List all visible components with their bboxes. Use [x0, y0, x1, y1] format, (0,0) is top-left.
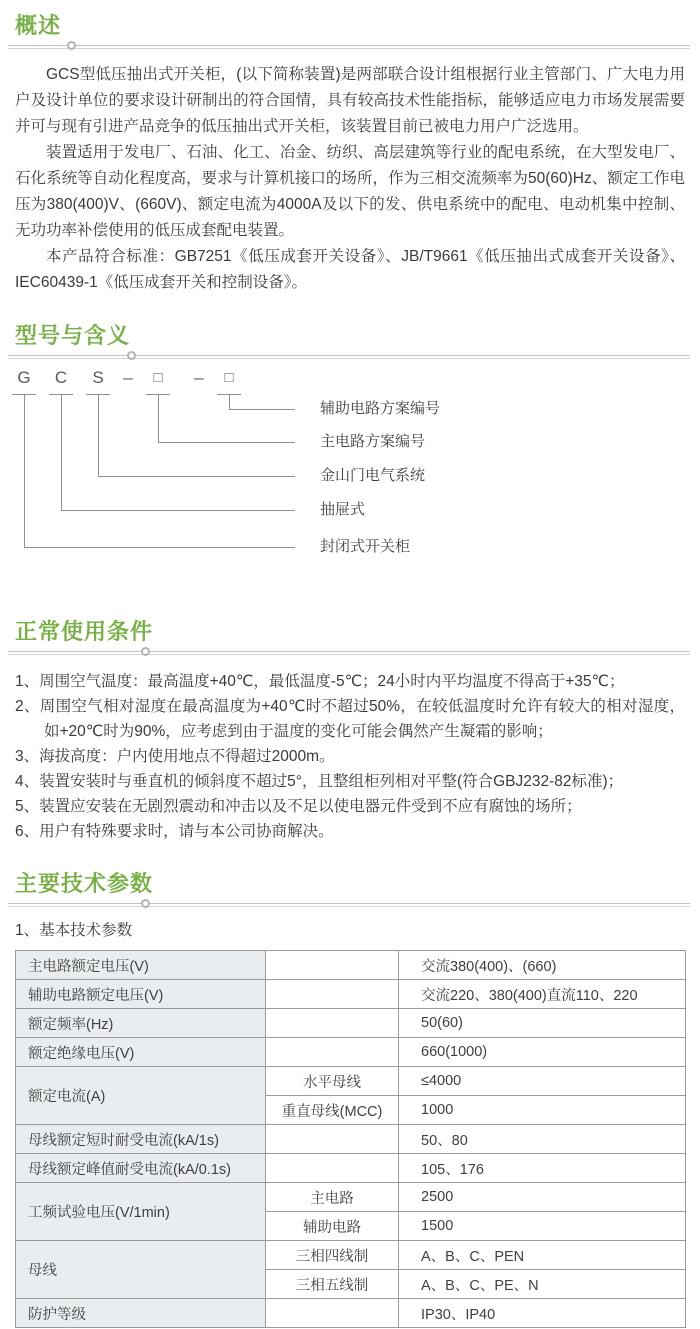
- param-sub-cell: 重直母线(MCC): [266, 1096, 399, 1125]
- param-name-cell: 防护等级: [16, 1299, 266, 1328]
- model-meaning-label: 主电路方案编号: [320, 433, 426, 450]
- condition-item: 3、海拔高度：户内使用地点不得超过2000m。: [15, 748, 335, 765]
- param-value-cell: A、B、C、PEN: [399, 1241, 686, 1270]
- param-sub-cell: [266, 1125, 399, 1154]
- param-sub-cell: [266, 980, 399, 1009]
- leader-line: [61, 394, 62, 510]
- model-code-char: C: [54, 368, 68, 387]
- condition-item: 5、装置应安装在无剧烈震动和冲击以及不足以使电器元件受到不应有腐蚀的场所；: [15, 798, 582, 815]
- overview-paragraph: GCS型低压抽出式开关柜，(以下简称装置)是两部联合设计组根据行业主管部门、广大电力用户及设计单位的要求设计研制出的符合国情，具有较高技术性能指标，能够适应电力市场发展需要并可与现有引进产品竞争的低压抽出式开关柜，该装置目前已被电力用户广泛选用。: [15, 66, 685, 135]
- param-name-cell: 辅助电路额定电压(V): [16, 980, 266, 1009]
- section-title-model: 型号与含义: [15, 323, 131, 348]
- param-name-cell: 主电路额定电压(V): [16, 951, 266, 980]
- table-row: [16, 1154, 686, 1183]
- parameters-subtitle: 1、基本技术参数: [15, 922, 133, 939]
- model-meaning-label: 辅助电路方案编号: [320, 400, 441, 417]
- param-name-cell: 额定电流(A): [16, 1067, 266, 1125]
- param-sub-cell: [266, 951, 399, 980]
- model-code-dash: –: [123, 368, 133, 387]
- table-row: [16, 1125, 686, 1154]
- section-title-parameters: 主要技术参数: [15, 871, 154, 896]
- section-overview: [15, 12, 685, 296]
- param-name-cell: 额定绝缘电压(V): [16, 1038, 266, 1067]
- section-model-meaning: [15, 322, 685, 564]
- table-row: [16, 1067, 686, 1096]
- param-value-cell: 交流380(400)、(660): [399, 951, 686, 980]
- divider-ring-icon: [141, 899, 150, 908]
- leader-line: [158, 442, 295, 443]
- condition-item: 2、周围空气相对湿度在最高温度为+40℃时不超过50%，在较低温度时允许有较大的相对湿度，如+20℃时为90%，应考虑到由于温度的变化可能会偶然产生凝霜的影响；: [15, 698, 685, 740]
- section-title-conditions: 正常使用条件: [15, 619, 154, 644]
- conditions-list: [15, 669, 685, 844]
- section-divider: [8, 45, 690, 49]
- param-sub-cell: [266, 1299, 399, 1328]
- section-divider: [8, 355, 690, 359]
- param-value-cell: IP30、IP40: [399, 1299, 686, 1328]
- section-divider: [8, 651, 690, 655]
- param-value-cell: 1500: [399, 1212, 686, 1241]
- param-sub-cell: 三相四线制: [266, 1241, 399, 1270]
- model-code-char: G: [17, 368, 31, 387]
- overview-paragraph: 装置适用于发电厂、石油、化工、冶金、纺织、高层建筑等行业的配电系统，在大型发电厂、石化系统等自动化程度高，要求与计算机接口的场所，作为三相交流频率为50(60)Hz、额定工作电压为380(400)V、(660V)、额定电流为4000A及以下的发、供电系统中的配电、电动机集中控制、无功功率补偿使用的低压成套配电装置。: [15, 144, 685, 239]
- leader-line: [24, 547, 295, 548]
- model-code-dash: –: [194, 368, 204, 387]
- table-row: [16, 1038, 686, 1067]
- param-value-cell: 50、80: [399, 1125, 686, 1154]
- param-sub-cell: 水平母线: [266, 1067, 399, 1096]
- leader-line: [61, 510, 295, 511]
- param-sub-cell: [266, 1009, 399, 1038]
- param-value-cell: 1000: [399, 1096, 686, 1125]
- tech-table-body: [16, 951, 686, 1328]
- param-name-cell: 工频试验电压(V/1min): [16, 1183, 266, 1241]
- table-row: [16, 951, 686, 980]
- section-conditions: [15, 618, 685, 844]
- leader-line: [98, 476, 295, 477]
- table-row: [16, 1241, 686, 1270]
- leader-line: [24, 394, 25, 547]
- model-code-diagram: [15, 368, 685, 564]
- model-meaning-label: 抽屉式: [320, 501, 366, 518]
- param-sub-cell: [266, 1038, 399, 1067]
- param-value-cell: 50(60): [399, 1009, 686, 1038]
- param-sub-cell: 主电路: [266, 1183, 399, 1212]
- param-value-cell: 2500: [399, 1183, 686, 1212]
- param-sub-cell: 三相五线制: [266, 1270, 399, 1299]
- model-meaning-label: 金山门电气系统: [320, 467, 426, 484]
- section-parameters: [15, 870, 685, 1328]
- leader-line: [229, 394, 230, 409]
- param-name-cell: 额定频率(Hz): [16, 1009, 266, 1038]
- table-row: [16, 1009, 686, 1038]
- table-row: [16, 980, 686, 1009]
- leader-line: [229, 409, 295, 410]
- divider-ring-icon: [141, 647, 150, 656]
- model-code-box: □: [153, 369, 163, 386]
- param-sub-cell: 辅助电路: [266, 1212, 399, 1241]
- table-row: [16, 1299, 686, 1328]
- model-code-char: S: [92, 368, 104, 387]
- leader-line: [98, 394, 99, 476]
- overview-paragraph: 本产品符合标准：GB7251《低压成套开关设备》、JB/T9661《低压抽出式成套开关设备》、IEC60439-1《低压成套开关和控制设备》。: [15, 248, 685, 291]
- divider-ring-icon: [67, 41, 76, 50]
- param-value-cell: ≤4000: [399, 1067, 686, 1096]
- param-name-cell: 母线: [16, 1241, 266, 1299]
- param-value-cell: 交流220、380(400)直流110、220: [399, 980, 686, 1009]
- overview-paragraphs: [15, 62, 685, 296]
- leader-line: [158, 394, 159, 442]
- param-value-cell: A、B、C、PE、N: [399, 1270, 686, 1299]
- param-name-cell: 母线额定短时耐受电流(kA/1s): [16, 1125, 266, 1154]
- condition-item: 4、装置安装时与垂直机的倾斜度不超过5°，且整组柜列相对平整(符合GBJ232-82标准)；: [15, 773, 624, 790]
- condition-item: 6、用户有特殊要求时，请与本公司协商解决。: [15, 823, 334, 840]
- table-row: [16, 1183, 686, 1212]
- divider-ring-icon: [127, 351, 136, 360]
- condition-item: 1、周围空气温度：最高温度+40℃，最低温度-5℃；24小时内平均温度不得高于+35℃；: [15, 673, 625, 690]
- model-code-box: □: [224, 369, 234, 386]
- param-value-cell: 660(1000): [399, 1038, 686, 1067]
- tech-table: [15, 950, 686, 1328]
- param-sub-cell: [266, 1154, 399, 1183]
- param-value-cell: 105、176: [399, 1154, 686, 1183]
- section-divider: [8, 903, 690, 907]
- section-title-overview: 概述: [15, 13, 62, 38]
- model-meaning-label: 封闭式开关柜: [320, 538, 411, 555]
- param-name-cell: 母线额定峰值耐受电流(kA/0.1s): [16, 1154, 266, 1183]
